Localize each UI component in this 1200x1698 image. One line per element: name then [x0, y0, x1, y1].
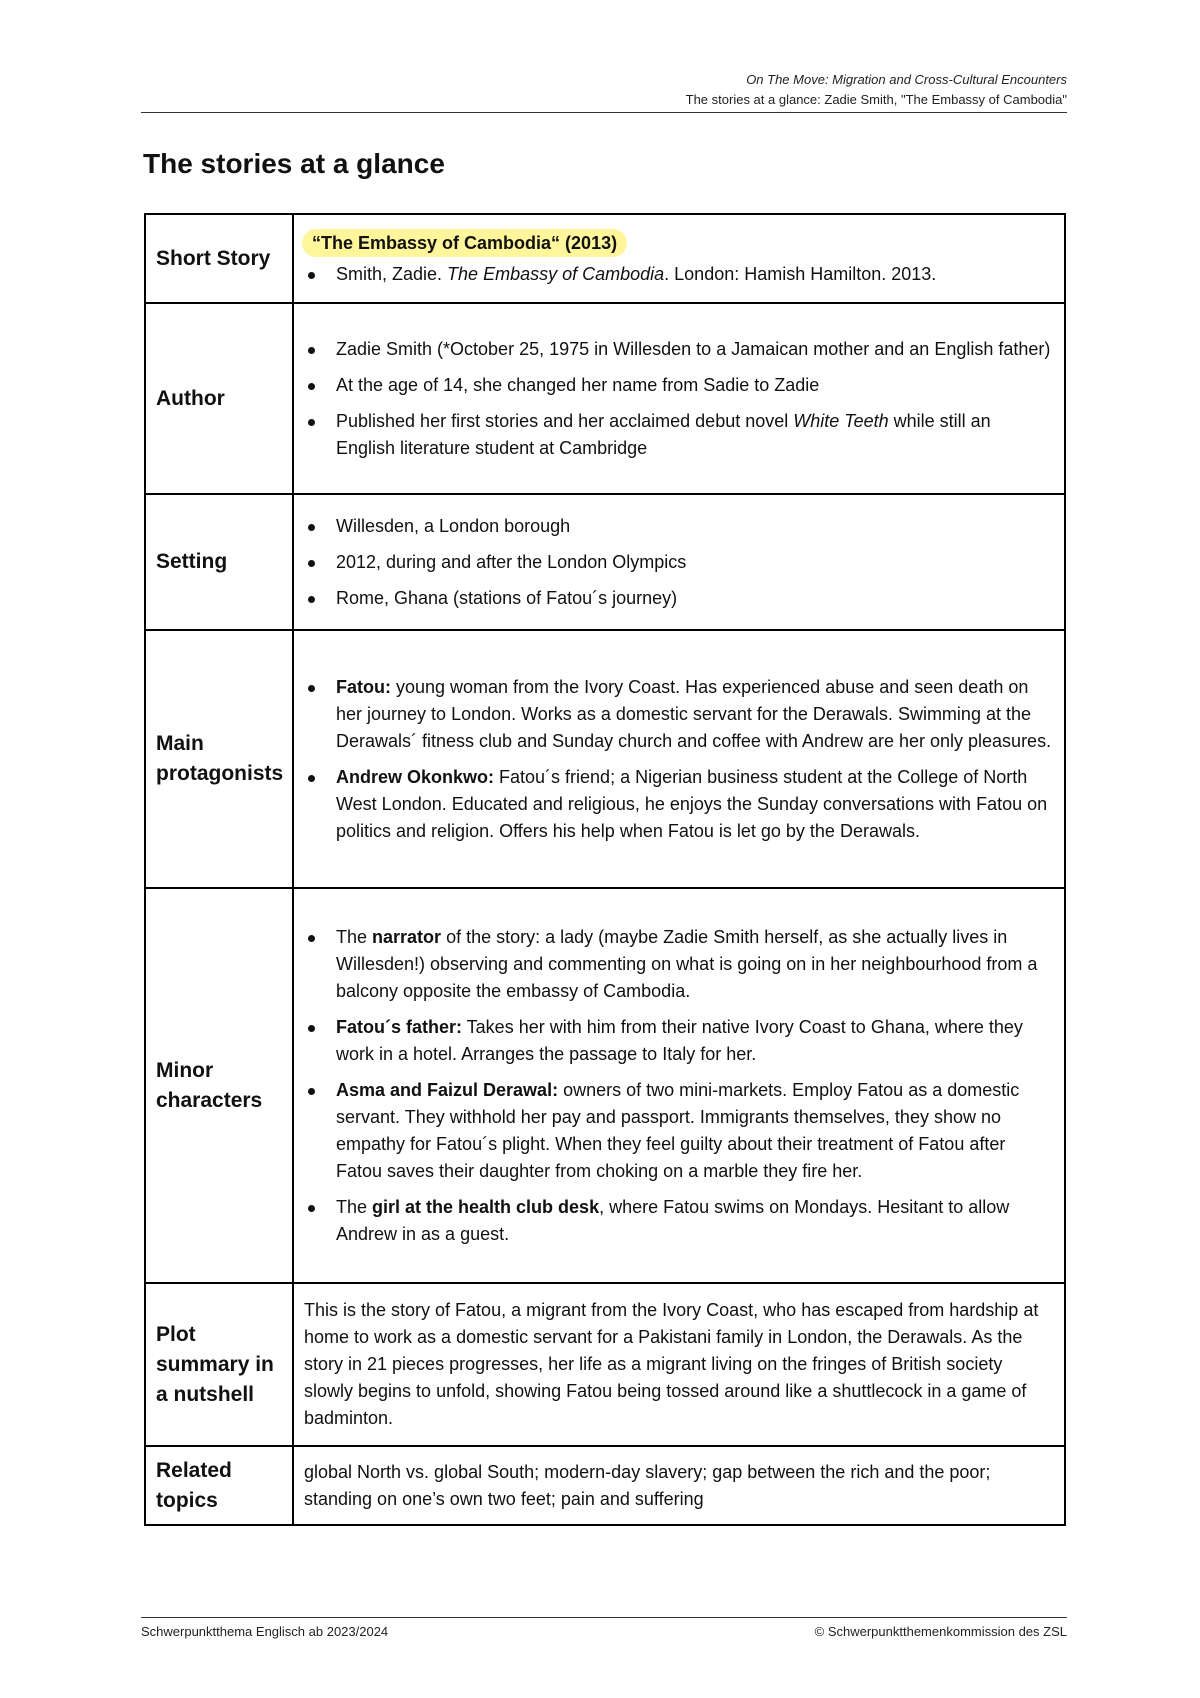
label-related-topics: Related topics: [145, 1446, 293, 1525]
list-item: Rome, Ghana (stations of Fatou´s journey): [304, 585, 1052, 612]
label-minor-characters: Minor characters: [145, 888, 293, 1283]
list-item: Published her first stories and her acclaimed debut novel White Teeth while still an English literature student at Cambridge: [304, 408, 1052, 462]
label-short-story: Short Story: [145, 214, 293, 303]
label-main-protagonists: Main protagonists: [145, 630, 293, 888]
story-title-highlight: “The Embassy of Cambodia“ (2013): [302, 229, 627, 257]
page-title: The stories at a glance: [143, 148, 445, 179]
list-item: Zadie Smith (*October 25, 1975 in Willesden to a Jamaican mother and an English father): [304, 336, 1052, 363]
list-item: Willesden, a London borough: [304, 513, 1052, 540]
list-item: At the age of 14, she changed her name from Sadie to Zadie: [304, 372, 1052, 399]
cell-main-protagonists: [293, 630, 1065, 888]
row-setting: [145, 494, 1065, 630]
related-topics-text: global North vs. global South; modern-day slavery; gap between the rich and the poor; standing on one’s own two feet; pain and suffering: [304, 1461, 991, 1509]
citation-title: The Embassy of Cambodia: [447, 264, 665, 284]
row-related-topics: [145, 1446, 1065, 1525]
list-item: The narrator of the story: a lady (maybe Zadie Smith herself, as she actually lives in Willesden!) observing and commenting on what is going on in her neighbourhood from a balcony opposite the embassy of Cambodia.: [304, 924, 1052, 1005]
page-header: [141, 70, 1067, 110]
stories-table: [144, 213, 1066, 1526]
plot-summary-text: This is the story of Fatou, a migrant from the Ivory Coast, who has escaped from hardship at home to work as a domestic servant for a Pakistani family in London, the Derawals. As the story in 21 pieces progresses, her life as a migrant living on the fringes of British society slowly begins to unfold, showing Fatou being tossed around like a shuttlecock in a game of badminton.: [304, 1300, 1039, 1428]
cell-related-topics: [293, 1446, 1065, 1525]
list-item: The girl at the health club desk, where Fatou swims on Mondays. Hesitant to allow Andrew in as a guest.: [304, 1194, 1052, 1248]
row-main-protagonists: [145, 630, 1065, 888]
row-plot-summary: [145, 1283, 1065, 1446]
cell-setting: [293, 494, 1065, 630]
novel-title: White Teeth: [793, 410, 889, 431]
row-minor-characters: [145, 888, 1065, 1283]
header-divider: [141, 112, 1067, 113]
list-item: Fatou´s father: Takes her with him from their native Ivory Coast to Ghana, where they work in a hotel. Arranges the passage to Italy for her.: [304, 1014, 1052, 1068]
cell-short-story: [293, 214, 1065, 303]
list-item: Asma and Faizul Derawal: owners of two mini-markets. Employ Fatou as a domestic servant. They withhold her pay and passport. Immigrants themselves, they show no empathy for Fatou´s plight. When they feel guilty about their treatment of Fatou after Fatou saves their daughter from choking on a marble they fire her.: [304, 1077, 1052, 1185]
cell-author: [293, 303, 1065, 494]
footer-divider: [141, 1617, 1067, 1618]
citation-item: Smith, Zadie. The Embassy of Cambodia. London: Hamish Hamilton. 2013.: [304, 261, 1052, 288]
list-item: Andrew Okonkwo: Fatou´s friend; a Nigerian business student at the College of North West London. Educated and religious, he enjoys the Sunday conversations with Fatou on politics and religion. Offers his help when Fatou is let go by the Derawals.: [304, 764, 1052, 845]
footer-right: © Schwerpunktthemenkommission des ZSL: [814, 1624, 1067, 1639]
header-subtitle: The stories at a glance: Zadie Smith, "The Embassy of Cambodia": [685, 92, 1067, 107]
label-author: Author: [145, 303, 293, 494]
list-item: 2012, during and after the London Olympics: [304, 549, 1052, 576]
header-series: On The Move: Migration and Cross-Cultural Encounters: [746, 72, 1067, 87]
row-short-story: [145, 214, 1065, 303]
row-author: [145, 303, 1065, 494]
label-plot-summary: Plot summary in a nutshell: [145, 1283, 293, 1446]
cell-minor-characters: [293, 888, 1065, 1283]
list-item: Fatou: young woman from the Ivory Coast. Has experienced abuse and seen death on her journey to London. Works as a domestic servant for the Derawals. Swimming at the Derawals´ fitness club and Sunday church and coffee with Andrew are her only pleasures.: [304, 674, 1052, 755]
cell-plot-summary: [293, 1283, 1065, 1446]
footer-left: Schwerpunktthema Englisch ab 2023/2024: [141, 1624, 389, 1639]
label-setting: Setting: [145, 494, 293, 630]
